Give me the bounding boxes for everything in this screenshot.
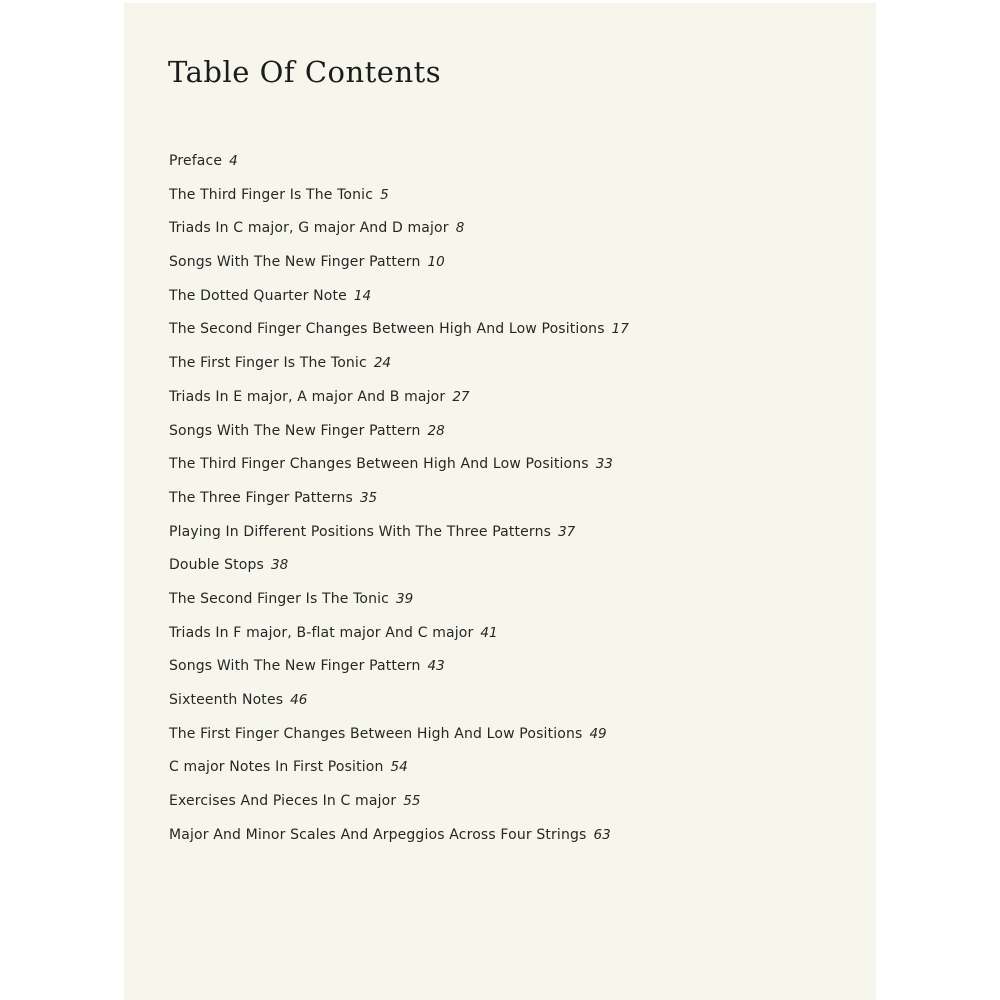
toc-entry-title: The Third Finger Is The Tonic (169, 186, 374, 203)
toc-entry (169, 384, 629, 418)
toc-entry (169, 148, 629, 182)
toc-entry-title: Preface (169, 153, 223, 169)
toc-entry-page: 38 (270, 557, 289, 574)
toc-entry-page: 8 (455, 220, 465, 237)
toc-entry-page: 17 (611, 321, 629, 338)
toc-entry-title: The Dotted Quarter Note (169, 287, 347, 304)
toc-entry-title: The First Finger Changes Between High And Low Positions (169, 725, 583, 742)
toc-entry-title: Triads In C major, G major And D major (169, 220, 449, 237)
toc-entry-page: 14 (353, 287, 372, 304)
toc-entry-page: 54 (390, 759, 408, 776)
toc-entry (169, 721, 629, 755)
document-page (124, 3, 876, 1000)
toc-entry-page: 46 (290, 692, 308, 708)
toc-entry-page: 5 (380, 186, 389, 203)
toc-entry-title: Exercises And Pieces In C major (169, 793, 397, 810)
toc-entry (169, 754, 629, 788)
toc-entry (169, 822, 629, 856)
toc-entry (169, 485, 629, 519)
toc-entry-title: Songs With The New Finger Pattern (169, 254, 421, 271)
toc-entry-page: 27 (452, 388, 470, 405)
toc-entry-title: Double Stops (169, 557, 264, 574)
toc-entry-page: 63 (593, 826, 611, 843)
toc-entry (169, 519, 629, 553)
toc-entry (169, 283, 629, 317)
toc-entry-page: 35 (359, 489, 378, 506)
toc-entry-title: Playing In Different Positions With The Three Patterns (169, 523, 552, 540)
toc-entry-page: 41 (480, 624, 498, 641)
toc-entry-page: 55 (403, 793, 421, 810)
toc-entry-title: The Third Finger Changes Between High And Low Positions (169, 456, 589, 473)
toc-entry (169, 552, 629, 586)
toc-entry (169, 350, 629, 384)
toc-entry (169, 653, 629, 687)
toc-entry-title: Triads In E major, A major And B major (169, 388, 446, 405)
toc-entry (169, 586, 629, 620)
toc-entry (169, 451, 629, 485)
toc-entry-page: 49 (589, 725, 607, 742)
toc-entry (169, 316, 629, 350)
toc-entry-page: 4 (229, 153, 238, 169)
toc-entry (169, 418, 629, 452)
page-title: Table Of Contents (168, 55, 442, 89)
toc-entry (169, 687, 629, 721)
toc-entry-page: 24 (373, 355, 392, 372)
toc-entry (169, 182, 629, 216)
toc-entry-title: The Second Finger Is The Tonic (169, 590, 390, 607)
toc-entry-page: 39 (396, 590, 414, 607)
toc-entry-page: 10 (427, 254, 445, 271)
toc-entry-page: 37 (558, 523, 576, 540)
toc-entry (169, 788, 629, 822)
toc-entry-title: Triads In F major, B-flat major And C major (169, 624, 474, 641)
toc-entry-title: Sixteenth Notes (169, 692, 284, 708)
toc-entry-page: 33 (595, 456, 613, 473)
toc-entry-title: The Three Finger Patterns (169, 489, 353, 506)
toc-entry-title: Songs With The New Finger Pattern (169, 422, 421, 439)
toc-entry-title: Major And Minor Scales And Arpeggios Across Four Strings (169, 826, 587, 843)
toc-entry (169, 620, 629, 654)
toc-entry-title: Songs With The New Finger Pattern (169, 658, 421, 675)
toc-entry-page: 28 (427, 422, 445, 439)
toc-entry-title: The Second Finger Changes Between High And Low Positions (169, 321, 605, 338)
toc-entry-title: C major Notes In First Position (169, 759, 384, 776)
toc-entry-page: 43 (427, 658, 445, 675)
toc-entry-title: The First Finger Is The Tonic (169, 355, 367, 372)
toc-entry (169, 249, 629, 283)
toc-entry (169, 215, 629, 249)
toc-list (169, 148, 629, 855)
